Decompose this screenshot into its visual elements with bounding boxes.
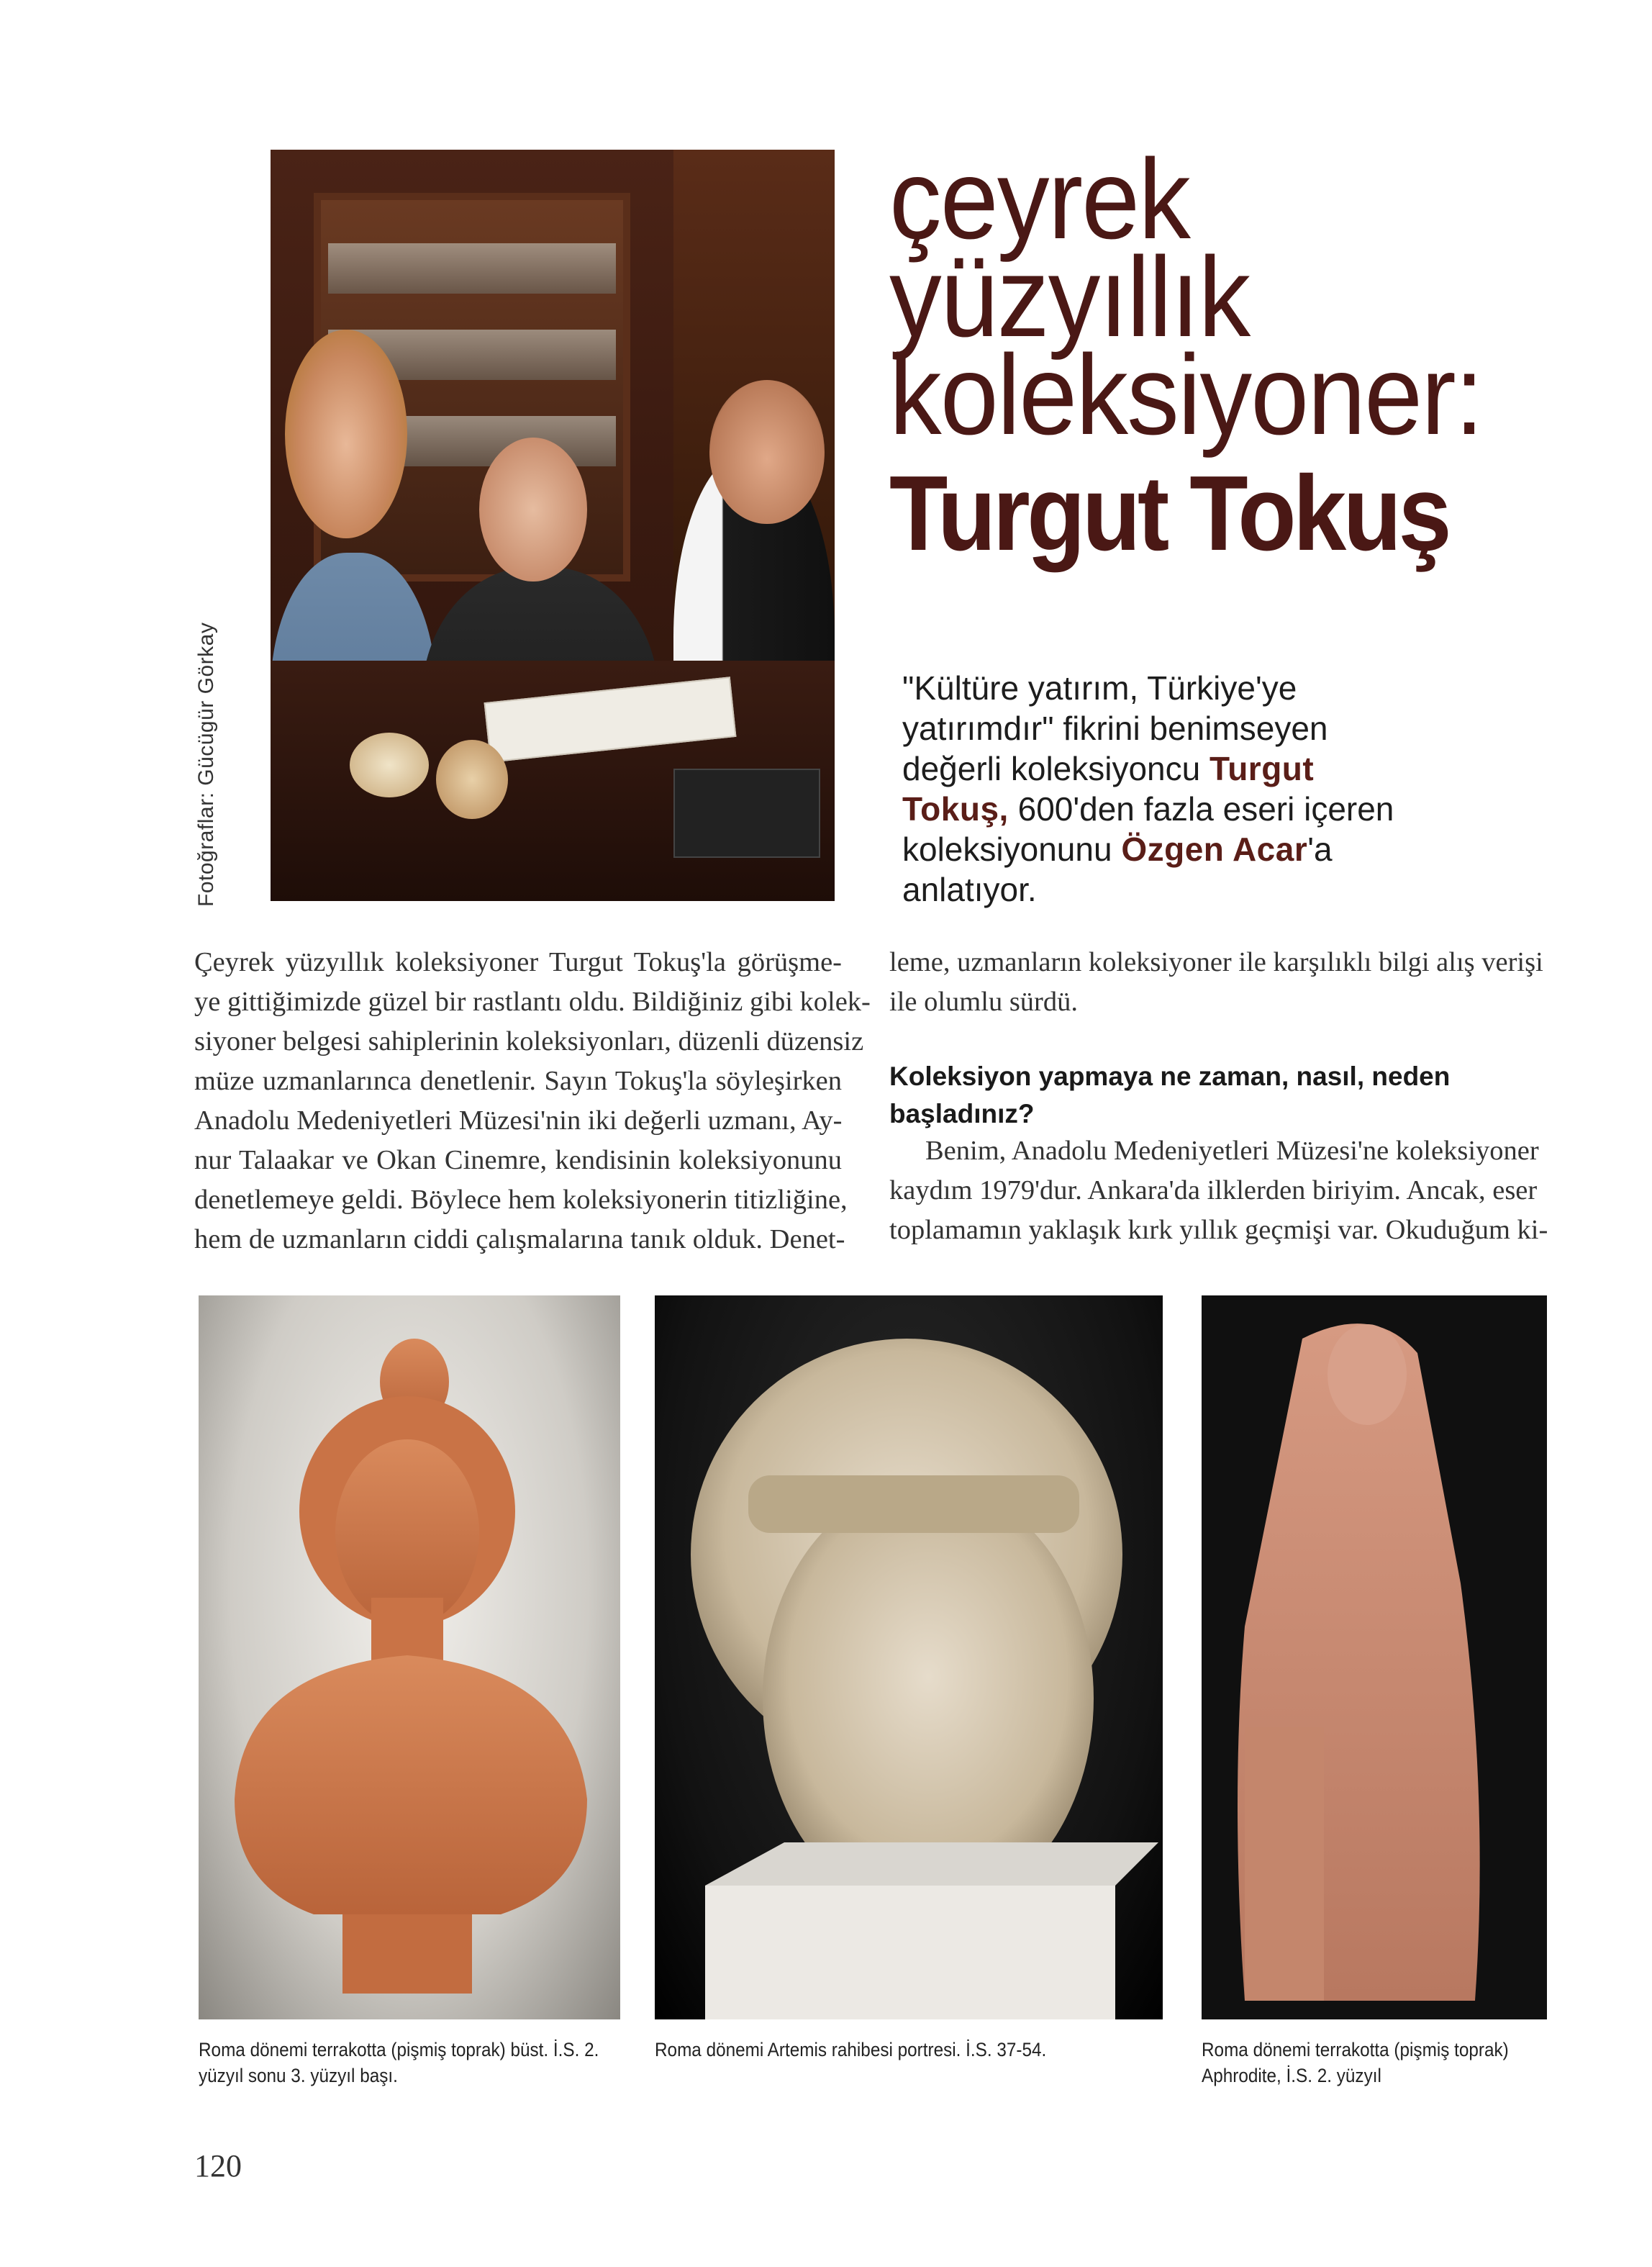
body-line: siyoner belgesi sahiplerinin koleksiyonları, düzenli düzensiz (194, 1026, 864, 1056)
body-line: toplamamın yaklaşık kırk yıllık geçmişi var. Okuduğum ki- (889, 1215, 1548, 1245)
caption-aphrodite: Roma dönemi terrakotta (pişmiş toprak) Aphrodite, İ.S. 2. yüzyıl (1202, 2039, 1509, 2086)
body-line: kaydım 1979'dur. Ankara'da ilklerden biriyim. Ancak, eser (889, 1175, 1538, 1205)
intro-part-1: "Kültüre yatırım, Türkiye'ye yatırımdır" fikrini benimseyen değerli koleksiyoncu (902, 669, 1328, 787)
body-line: leme, uzmanların koleksiyoner ile karşılıklı bilgi alış verişi (889, 947, 1543, 977)
body-column-right-top (889, 943, 1543, 1022)
person-middle-head (479, 438, 587, 582)
person-right-head (709, 380, 825, 524)
body-line: denetlemeye geldi. Böylece hem koleksiyonerin titizliğine, (194, 1185, 848, 1215)
intro-paragraph (902, 668, 1420, 910)
photo-terracotta-bust (199, 1295, 620, 2019)
title-name: Turgut Tokuş (889, 453, 1449, 573)
bust-illustration (199, 1295, 620, 2019)
caption-head: Roma dönemi Artemis rahibesi portresi. İ.S. 37-54. (655, 2039, 1047, 2060)
body-line: Benim, Anadolu Medeniyetleri Müzesi'ne koleksiyoner (925, 1136, 1539, 1166)
intro-part-3: 'a anlatıyor. (902, 831, 1333, 908)
body-line: Anadolu Medeniyetleri Müzesi'nin iki değerli uzmanı, Ay- (194, 1105, 843, 1136)
head-illustration (655, 1295, 1163, 2019)
body-line: ile olumlu sürdü. (889, 987, 1078, 1017)
body-line: ye gittiğimizde güzel bir rastlantı oldu. Bildiğiniz gibi kolek- (194, 987, 871, 1017)
photo-artemis-priestess-head (655, 1295, 1163, 2019)
intro-part-2: 600'den fazla eseri içeren koleksiyonunu (902, 790, 1394, 868)
article-title (889, 136, 1609, 573)
body-column-right-bottom (889, 1131, 1548, 1250)
person-woman-head (285, 330, 407, 538)
photo-terracotta-aphrodite (1202, 1295, 1547, 2019)
interview-question: Koleksiyon yapmaya ne zaman, nasıl, neden başladınız? (889, 1062, 1451, 1128)
body-line: Çeyrek yüzyıllık koleksiyoner Turgut Tokuş'la görüşme- (194, 947, 842, 977)
body-line: müze uzmanlarınca denetlenir. Sayın Tokuş'la söyleşirken (194, 1066, 842, 1096)
title-line-1: çeyrek (889, 136, 1190, 263)
aphrodite-illustration (1202, 1295, 1547, 2019)
intro-collector-name: Turgut Tokuş, (902, 750, 1315, 828)
title-line-2: yüzyıllık (889, 233, 1250, 361)
body-column-left (194, 943, 871, 1259)
page-number: 120 (194, 2148, 242, 2184)
title-line-3: koleksiyoner: (889, 331, 1483, 458)
top-photo-collector (271, 150, 835, 901)
caption-bust: Roma dönemi terrakotta (pişmiş toprak) büst. İ.S. 2. yüzyıl sonu 3. yüzyıl başı. (199, 2039, 599, 2086)
body-line: hem de uzmanların ciddi çalışmalarına tanık olduk. Denet- (194, 1224, 845, 1254)
intro-interviewer-name: Özgen Acar (1121, 831, 1308, 868)
photo-credit: Fotoğraflar: Gücügür Görkay (194, 622, 218, 907)
body-line: nur Talaakar ve Okan Cinemre, kendisinin koleksiyonunu (194, 1145, 842, 1175)
table-shape (271, 661, 835, 901)
